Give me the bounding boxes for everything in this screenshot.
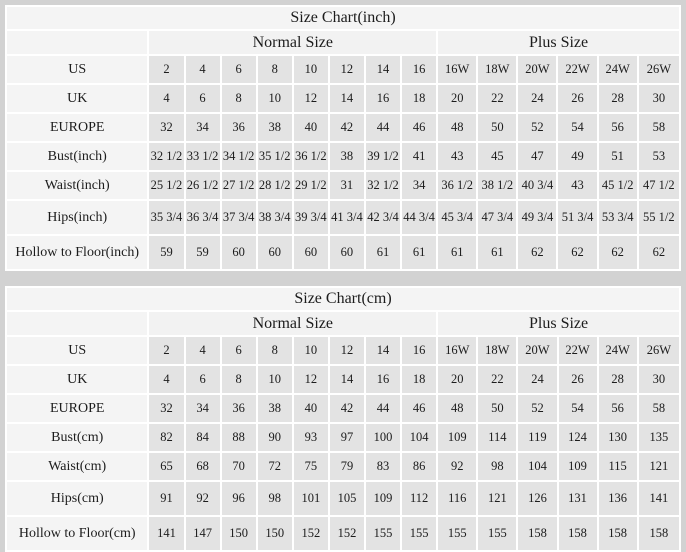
size-value-cell: 34 1/2 — [222, 143, 256, 170]
size-value-cell: 12 — [294, 85, 328, 112]
size-value-cell: 18W — [478, 337, 516, 364]
size-value-cell: 93 — [294, 424, 328, 451]
size-value-cell: 101 — [294, 482, 328, 515]
size-value-cell: 97 — [330, 424, 364, 451]
size-value-cell: 37 3/4 — [222, 201, 256, 234]
size-value-cell: 12 — [294, 366, 328, 393]
size-value-cell: 158 — [639, 517, 679, 550]
row-label: UK — [7, 366, 147, 393]
size-value-cell: 38 — [330, 143, 364, 170]
row-label: Hips(cm) — [7, 482, 147, 515]
size-value-cell: 32 — [149, 114, 183, 141]
size-value-cell: 147 — [186, 517, 220, 550]
size-value-cell: 150 — [258, 517, 292, 550]
size-group-header: Plus Size — [438, 312, 679, 335]
row-label: UK — [7, 85, 147, 112]
size-value-cell: 36 3/4 — [186, 201, 220, 234]
size-value-cell: 158 — [518, 517, 556, 550]
size-value-cell: 53 — [639, 143, 679, 170]
size-value-cell: 39 1/2 — [366, 143, 400, 170]
size-value-cell: 16 — [366, 85, 400, 112]
size-value-cell: 26W — [639, 337, 679, 364]
size-value-cell: 22 — [478, 366, 516, 393]
size-value-cell: 92 — [186, 482, 220, 515]
size-value-cell: 44 — [366, 114, 400, 141]
table-row — [7, 56, 679, 83]
size-value-cell: 36 1/2 — [438, 172, 476, 199]
table-row — [7, 337, 679, 364]
size-value-cell: 141 — [149, 517, 183, 550]
size-value-cell: 41 — [402, 143, 436, 170]
size-value-cell: 44 — [366, 395, 400, 422]
size-value-cell: 36 — [222, 395, 256, 422]
size-value-cell: 16W — [438, 337, 476, 364]
size-value-cell: 96 — [222, 482, 256, 515]
size-value-cell: 86 — [402, 453, 436, 480]
size-value-cell: 48 — [438, 395, 476, 422]
size-value-cell: 42 3/4 — [366, 201, 400, 234]
size-value-cell: 29 1/2 — [294, 172, 328, 199]
row-label: Waist(inch) — [7, 172, 147, 199]
size-value-cell: 34 — [186, 114, 220, 141]
size-chart-cm-container — [5, 286, 682, 552]
size-value-cell: 8 — [222, 85, 256, 112]
size-value-cell: 14 — [366, 56, 400, 83]
size-value-cell: 26 — [559, 366, 597, 393]
size-value-cell: 79 — [330, 453, 364, 480]
size-value-cell: 115 — [599, 453, 637, 480]
size-value-cell: 114 — [478, 424, 516, 451]
size-value-cell: 90 — [258, 424, 292, 451]
size-value-cell: 152 — [294, 517, 328, 550]
row-label: US — [7, 56, 147, 83]
table-row — [7, 85, 679, 112]
size-value-cell: 14 — [366, 337, 400, 364]
size-value-cell: 158 — [559, 517, 597, 550]
size-value-cell: 4 — [186, 56, 220, 83]
size-value-cell: 62 — [639, 236, 679, 269]
size-value-cell: 22 — [478, 85, 516, 112]
table-title: Size Chart(cm) — [7, 288, 679, 310]
size-value-cell: 105 — [330, 482, 364, 515]
size-value-cell: 131 — [559, 482, 597, 515]
size-value-cell: 42 — [330, 395, 364, 422]
size-value-cell: 12 — [330, 56, 364, 83]
table-row — [7, 201, 679, 234]
table-row — [7, 114, 679, 141]
size-value-cell: 121 — [478, 482, 516, 515]
size-value-cell: 60 — [330, 236, 364, 269]
size-value-cell: 32 1/2 — [149, 143, 183, 170]
size-value-cell: 136 — [599, 482, 637, 515]
size-value-cell: 14 — [330, 85, 364, 112]
table-row — [7, 517, 679, 550]
size-value-cell: 22W — [559, 337, 597, 364]
size-value-cell: 109 — [366, 482, 400, 515]
size-value-cell: 52 — [518, 395, 556, 422]
size-value-cell: 61 — [366, 236, 400, 269]
size-value-cell: 45 — [478, 143, 516, 170]
size-value-cell: 12 — [330, 337, 364, 364]
size-value-cell: 53 3/4 — [599, 201, 637, 234]
size-value-cell: 10 — [294, 337, 328, 364]
row-label: Hollow to Floor(cm) — [7, 517, 147, 550]
size-value-cell: 75 — [294, 453, 328, 480]
size-value-cell: 82 — [149, 424, 183, 451]
size-value-cell: 104 — [402, 424, 436, 451]
size-value-cell: 84 — [186, 424, 220, 451]
size-value-cell: 72 — [258, 453, 292, 480]
size-value-cell: 30 — [639, 85, 679, 112]
size-value-cell: 38 3/4 — [258, 201, 292, 234]
size-value-cell: 70 — [222, 453, 256, 480]
size-value-cell: 61 — [402, 236, 436, 269]
size-value-cell: 2 — [149, 56, 183, 83]
size-value-cell: 4 — [186, 337, 220, 364]
size-value-cell: 62 — [599, 236, 637, 269]
size-value-cell: 55 1/2 — [639, 201, 679, 234]
size-value-cell: 38 — [258, 395, 292, 422]
size-value-cell: 109 — [559, 453, 597, 480]
size-value-cell: 35 1/2 — [258, 143, 292, 170]
size-value-cell: 59 — [149, 236, 183, 269]
table-row — [7, 366, 679, 393]
size-value-cell: 51 3/4 — [558, 201, 596, 234]
corner-cell — [7, 31, 147, 54]
size-group-header: Normal Size — [149, 312, 436, 335]
table-row — [7, 172, 679, 199]
size-value-cell: 16W — [438, 56, 476, 83]
size-value-cell: 8 — [258, 337, 292, 364]
size-value-cell: 52 — [518, 114, 556, 141]
table-title: Size Chart(inch) — [7, 7, 679, 29]
size-value-cell: 88 — [222, 424, 256, 451]
size-value-cell: 45 1/2 — [599, 172, 637, 199]
size-value-cell: 42 — [330, 114, 364, 141]
size-value-cell: 31 — [330, 172, 364, 199]
size-value-cell: 58 — [639, 114, 679, 141]
size-value-cell: 4 — [149, 85, 183, 112]
table-row — [7, 424, 679, 451]
size-value-cell: 41 3/4 — [330, 201, 364, 234]
size-value-cell: 6 — [222, 56, 256, 83]
size-value-cell: 10 — [258, 85, 292, 112]
size-group-header: Plus Size — [438, 31, 679, 54]
table-row — [7, 395, 679, 422]
size-value-cell: 16 — [366, 366, 400, 393]
size-value-cell: 61 — [478, 236, 516, 269]
size-value-cell: 40 — [294, 114, 328, 141]
size-value-cell: 16 — [402, 56, 436, 83]
size-value-cell: 10 — [258, 366, 292, 393]
size-value-cell: 47 1/2 — [639, 172, 679, 199]
size-value-cell: 26 — [558, 85, 596, 112]
size-value-cell: 43 — [558, 172, 596, 199]
row-label: EUROPE — [7, 114, 147, 141]
size-value-cell: 24W — [599, 337, 637, 364]
size-value-cell: 155 — [478, 517, 516, 550]
size-value-cell: 46 — [402, 395, 436, 422]
size-value-cell: 22W — [558, 56, 596, 83]
size-value-cell: 20W — [518, 337, 556, 364]
size-value-cell: 28 — [599, 366, 637, 393]
size-value-cell: 50 — [478, 395, 516, 422]
table-row — [7, 453, 679, 480]
size-chart-table — [5, 286, 681, 552]
size-value-cell: 56 — [599, 395, 637, 422]
size-value-cell: 130 — [599, 424, 637, 451]
size-value-cell: 49 — [558, 143, 596, 170]
size-value-cell: 98 — [478, 453, 516, 480]
size-value-cell: 155 — [402, 517, 436, 550]
row-label: Bust(inch) — [7, 143, 147, 170]
size-value-cell: 60 — [222, 236, 256, 269]
size-value-cell: 26W — [639, 56, 679, 83]
size-value-cell: 100 — [366, 424, 400, 451]
size-value-cell: 38 1/2 — [478, 172, 516, 199]
size-value-cell: 61 — [438, 236, 476, 269]
size-value-cell: 14 — [330, 366, 364, 393]
size-value-cell: 83 — [366, 453, 400, 480]
size-value-cell: 49 3/4 — [518, 201, 556, 234]
size-value-cell: 121 — [639, 453, 679, 480]
size-value-cell: 6 — [186, 85, 220, 112]
size-value-cell: 54 — [559, 395, 597, 422]
size-value-cell: 18 — [402, 85, 436, 112]
size-value-cell: 20 — [438, 366, 476, 393]
size-value-cell: 56 — [599, 114, 637, 141]
table-row — [7, 236, 679, 269]
size-value-cell: 16 — [402, 337, 436, 364]
size-value-cell: 119 — [518, 424, 556, 451]
size-value-cell: 60 — [258, 236, 292, 269]
size-value-cell: 28 — [599, 85, 637, 112]
size-value-cell: 62 — [518, 236, 556, 269]
size-value-cell: 35 3/4 — [149, 201, 183, 234]
size-value-cell: 124 — [559, 424, 597, 451]
size-group-header: Normal Size — [149, 31, 436, 54]
size-value-cell: 152 — [330, 517, 364, 550]
size-value-cell: 46 — [402, 114, 436, 141]
size-value-cell: 36 1/2 — [294, 143, 328, 170]
size-chart-table — [5, 5, 681, 271]
size-value-cell: 112 — [402, 482, 436, 515]
size-value-cell: 40 3/4 — [518, 172, 556, 199]
size-value-cell: 50 — [478, 114, 516, 141]
size-value-cell: 58 — [639, 395, 679, 422]
size-value-cell: 60 — [294, 236, 328, 269]
size-value-cell: 54 — [558, 114, 596, 141]
size-value-cell: 98 — [258, 482, 292, 515]
size-value-cell: 33 1/2 — [186, 143, 220, 170]
size-value-cell: 155 — [438, 517, 476, 550]
size-value-cell: 18W — [478, 56, 516, 83]
size-value-cell: 92 — [438, 453, 476, 480]
size-value-cell: 104 — [518, 453, 556, 480]
size-value-cell: 20 — [438, 85, 476, 112]
size-value-cell: 62 — [558, 236, 596, 269]
row-label: US — [7, 337, 147, 364]
size-value-cell: 135 — [639, 424, 679, 451]
size-value-cell: 4 — [149, 366, 183, 393]
size-value-cell: 34 — [186, 395, 220, 422]
table-row — [7, 143, 679, 170]
table-row — [7, 482, 679, 515]
size-value-cell: 24 — [518, 85, 556, 112]
size-value-cell: 24W — [599, 56, 637, 83]
size-value-cell: 28 1/2 — [258, 172, 292, 199]
size-value-cell: 34 — [402, 172, 436, 199]
size-value-cell: 39 3/4 — [294, 201, 328, 234]
size-value-cell: 65 — [149, 453, 183, 480]
size-value-cell: 150 — [222, 517, 256, 550]
size-value-cell: 27 1/2 — [222, 172, 256, 199]
size-value-cell: 6 — [222, 337, 256, 364]
row-label: EUROPE — [7, 395, 147, 422]
size-value-cell: 20W — [518, 56, 556, 83]
size-value-cell: 26 1/2 — [186, 172, 220, 199]
size-value-cell: 32 — [149, 395, 183, 422]
row-label: Hollow to Floor(inch) — [7, 236, 147, 269]
size-value-cell: 10 — [294, 56, 328, 83]
size-value-cell: 141 — [639, 482, 679, 515]
size-value-cell: 109 — [438, 424, 476, 451]
size-value-cell: 155 — [366, 517, 400, 550]
row-label: Bust(cm) — [7, 424, 147, 451]
size-value-cell: 47 — [518, 143, 556, 170]
row-label: Hips(inch) — [7, 201, 147, 234]
size-value-cell: 44 3/4 — [402, 201, 436, 234]
size-value-cell: 68 — [186, 453, 220, 480]
size-value-cell: 2 — [149, 337, 183, 364]
row-label: Waist(cm) — [7, 453, 147, 480]
size-value-cell: 25 1/2 — [149, 172, 183, 199]
size-value-cell: 38 — [258, 114, 292, 141]
size-value-cell: 91 — [149, 482, 183, 515]
size-value-cell: 47 3/4 — [478, 201, 516, 234]
size-value-cell: 51 — [599, 143, 637, 170]
size-value-cell: 24 — [518, 366, 556, 393]
size-value-cell: 45 3/4 — [438, 201, 476, 234]
size-chart-inch-container — [5, 5, 682, 271]
corner-cell — [7, 312, 147, 335]
size-value-cell: 40 — [294, 395, 328, 422]
size-value-cell: 8 — [258, 56, 292, 83]
size-value-cell: 158 — [599, 517, 637, 550]
size-value-cell: 32 1/2 — [366, 172, 400, 199]
size-value-cell: 59 — [186, 236, 220, 269]
size-value-cell: 126 — [518, 482, 556, 515]
size-value-cell: 116 — [438, 482, 476, 515]
size-value-cell: 6 — [186, 366, 220, 393]
size-value-cell: 43 — [438, 143, 476, 170]
size-value-cell: 18 — [402, 366, 436, 393]
size-value-cell: 48 — [438, 114, 476, 141]
size-value-cell: 8 — [222, 366, 256, 393]
size-value-cell: 36 — [222, 114, 256, 141]
size-value-cell: 30 — [639, 366, 679, 393]
